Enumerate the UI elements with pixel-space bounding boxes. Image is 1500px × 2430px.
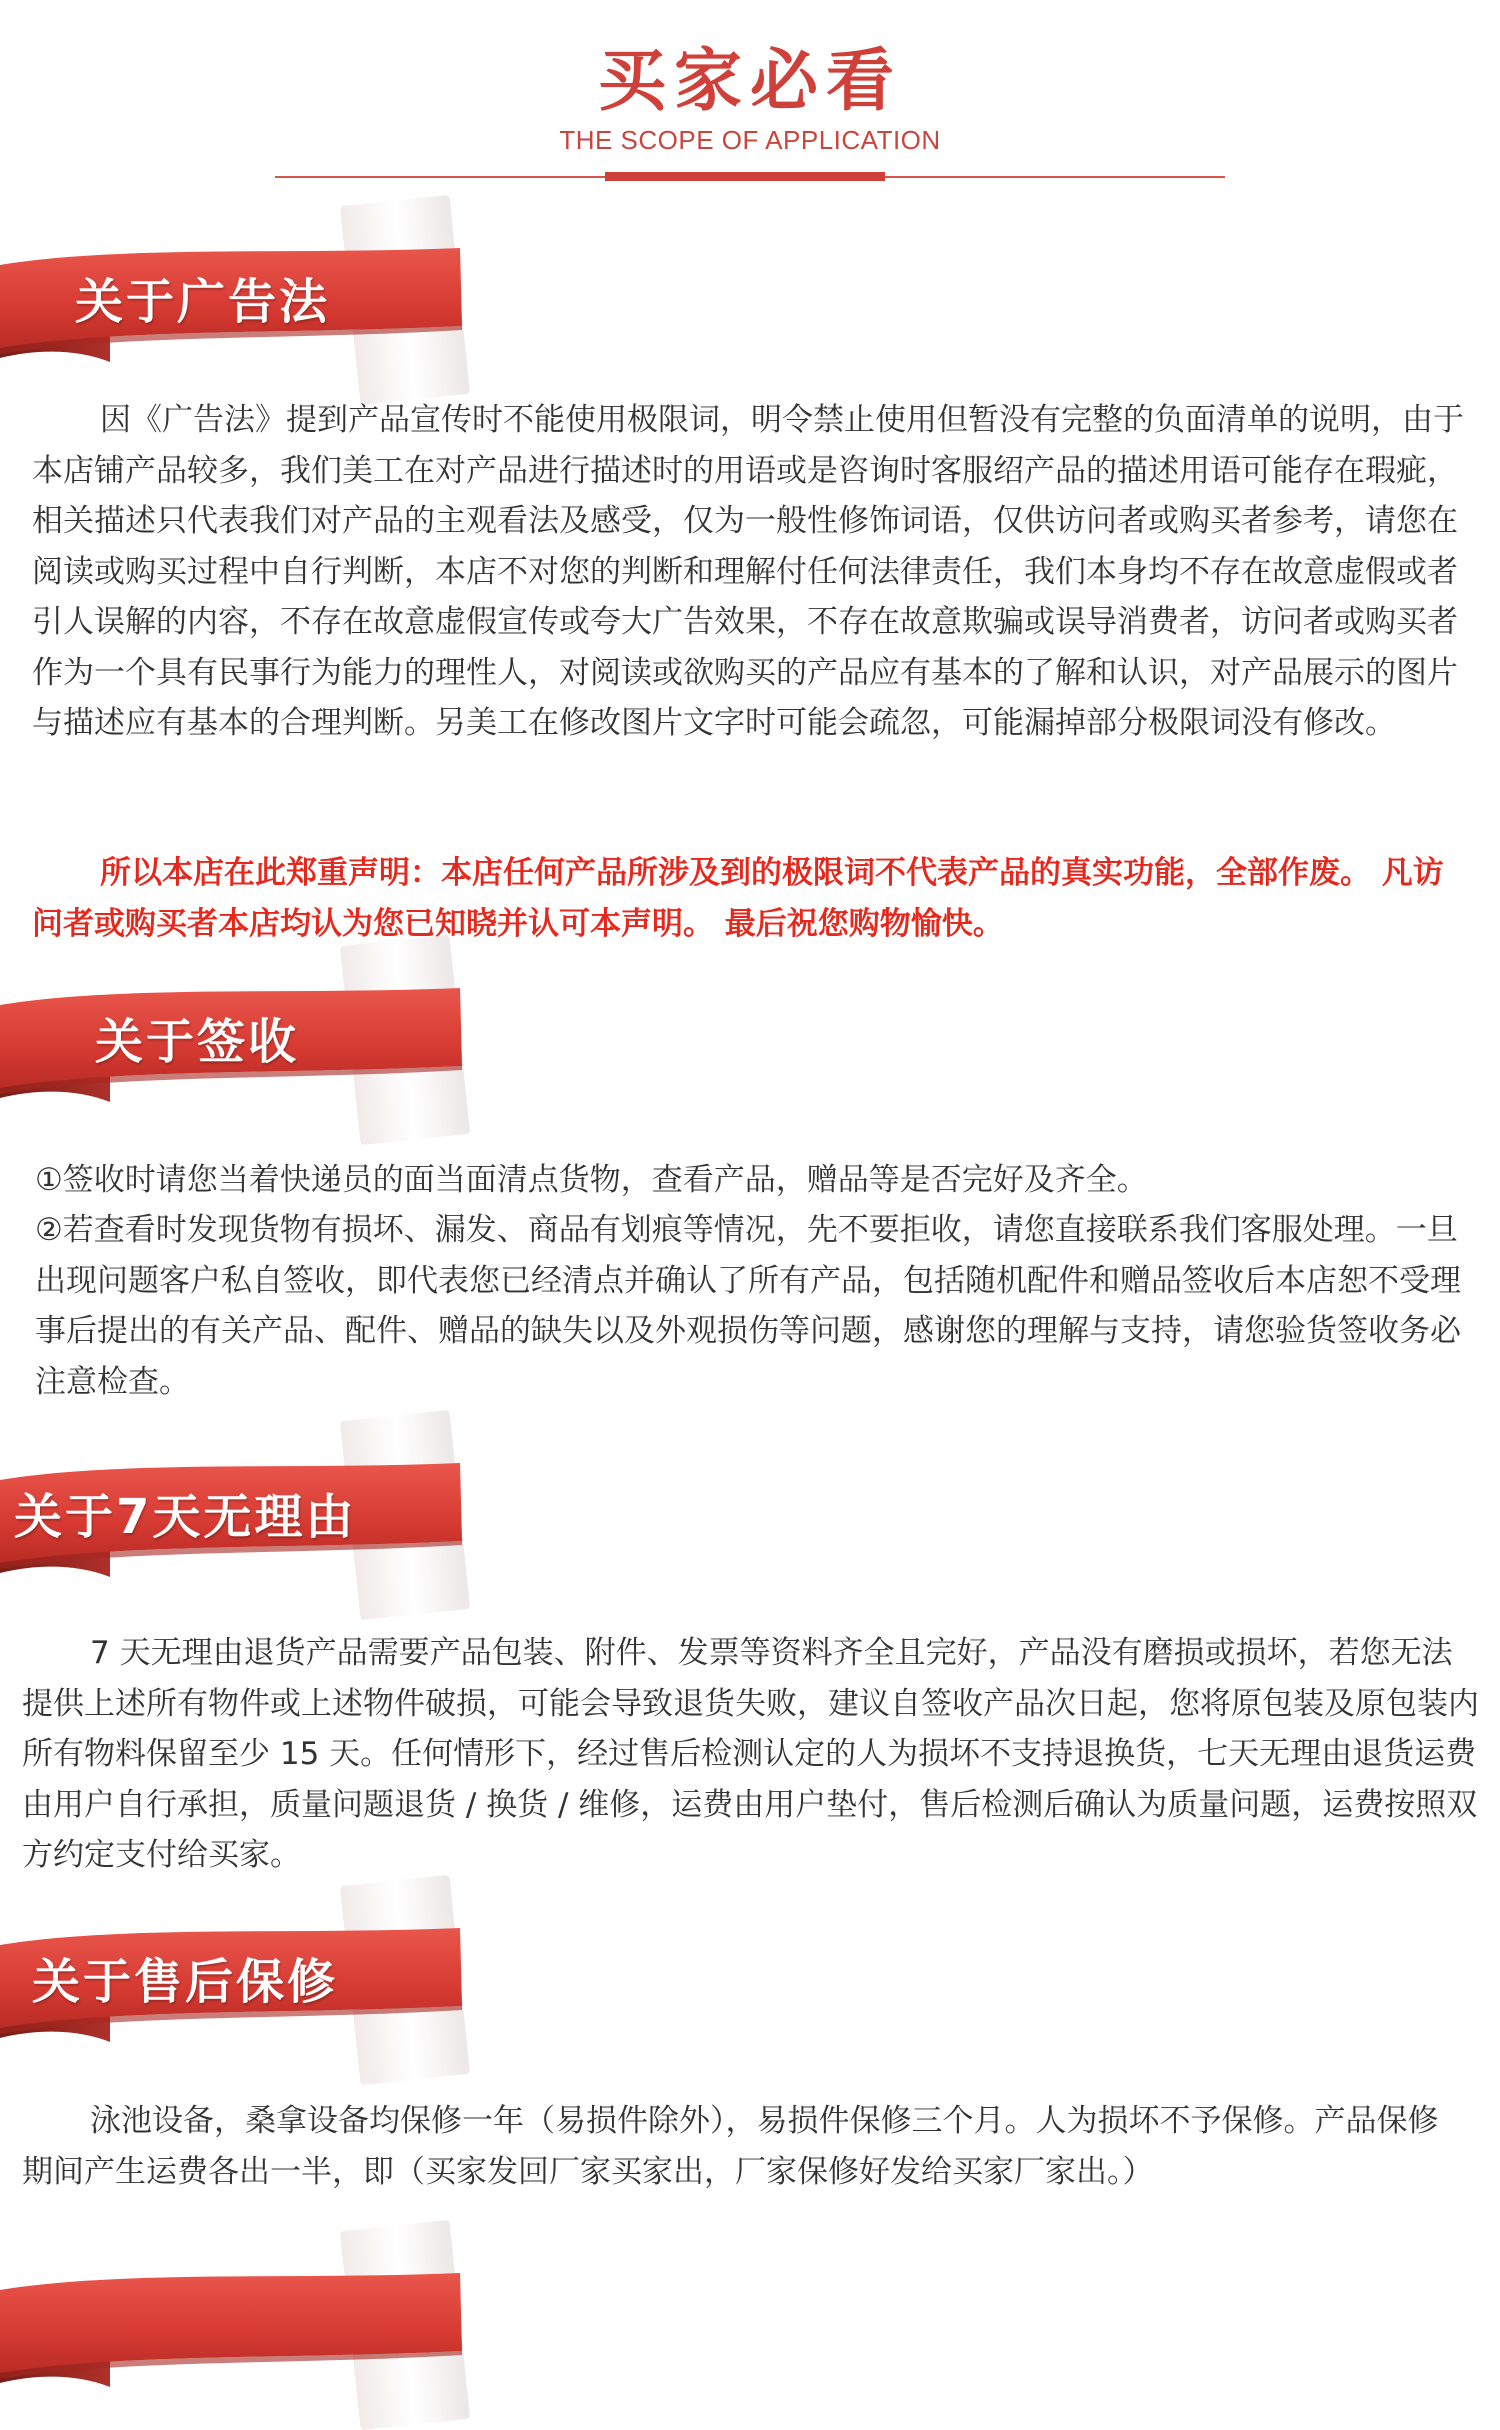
section-heading-ribbon-warranty: [0, 1910, 480, 2060]
section-heading: 关于售后保修: [32, 1954, 339, 2010]
page-subtitle: THE SCOPE OF APPLICATION: [559, 125, 941, 155]
section-paragraph: ②若查看时发现货物有损坏、漏发、商品有划痕等情况，先不要拒收，请您直接联系我们客服处理。一旦出现问题客户私自签收，即代表您已经清点并确认了所有产品，包括随机配件和赠品签收后本店恕不受理事后提出的有关产品、配件、赠品的缺失以及外观损伤等问题，感谢您的理解与支持，请您验货签收务必注意检查。: [35, 1212, 1461, 1400]
notice-paragraph: 所以本店在此郑重声明：本店任何产品所涉及到的极限词不代表产品的真实功能，全部作废。 凡访问者或购买者本店均认为您已知晓并认可本声明。 最后祝您购物愉快。: [32, 855, 1444, 942]
ribbon-shape: [0, 2255, 480, 2405]
section-heading: 关于签收: [95, 1014, 300, 1070]
section-heading: 关于广告法: [75, 274, 331, 330]
section-paragraph: 因《广告法》提到产品宣传时不能使用极限词，明令禁止使用但暂没有完整的负面清单的说明，由于本店铺产品较多，我们美工在对产品进行描述时的用语或是咨询时客服绍产品的描述用语可能存在瑕疵，相关描述只代表我们对产品的主观看法及感受，仅为一般性修饰词语，仅供访问者或购买者参考，请您在阅读或购买过程中自行判断，本店不对您的判断和理解付任何法律责任，我们本身均不存在故意虚假或者引人误解的内容，不存在故意虚假宣传或夸大广告效果，不存在故意欺骗或误导消费者，访问者或购买者作为一个具有民事行为能力的理性人，对阅读或欲购买的产品应有基本的了解和认识，对产品展示的图片与描述应有基本的合理判断。另美工在修改图片文字时可能会疏忽，可能漏掉部分极限词没有修改。: [32, 402, 1464, 741]
section-heading-ribbon-partial: [0, 2255, 480, 2405]
page-title: 买家必看: [597, 42, 902, 121]
header-divider-accent: [605, 172, 885, 181]
section-paragraph: 7 天无理由退货产品需要产品包装、附件、发票等资料齐全且完好，产品没有磨损或损坏，若您无法提供上述所有物件或上述物件破损，可能会导致退货失败，建议自签收产品次日起，您将原包装及原包装内所有物料保留至少 15 天。任何情形下，经过售后检测认定的人为损坏不支持退换货，七天无理由退货运费由用户自行承担，质量问题退货 / 换货 / 维修，运费由用户垫付，售后检测后确认为质量问题，运费按照双方约定支付给买家。: [22, 1635, 1479, 1873]
page-header: [0, 0, 1500, 190]
section-heading-ribbon-sign: [0, 970, 480, 1120]
section-heading-ribbon-7day: [0, 1445, 480, 1595]
section-paragraph: 泳池设备，桑拿设备均保修一年（易损件除外），易损件保修三个月。人为损坏不予保修。产品保修期间产生运费各出一半，即（买家发回厂家买家出，厂家保修好发给买家厂家出。）: [22, 2103, 1439, 2190]
section-paragraph: ①签收时请您当着快递员的面当面清点货物，查看产品，赠品等是否完好及齐全。: [35, 1162, 1148, 1198]
section-heading-ribbon-ad-law: [0, 230, 480, 380]
section-heading: 关于7天无理由: [14, 1489, 357, 1545]
